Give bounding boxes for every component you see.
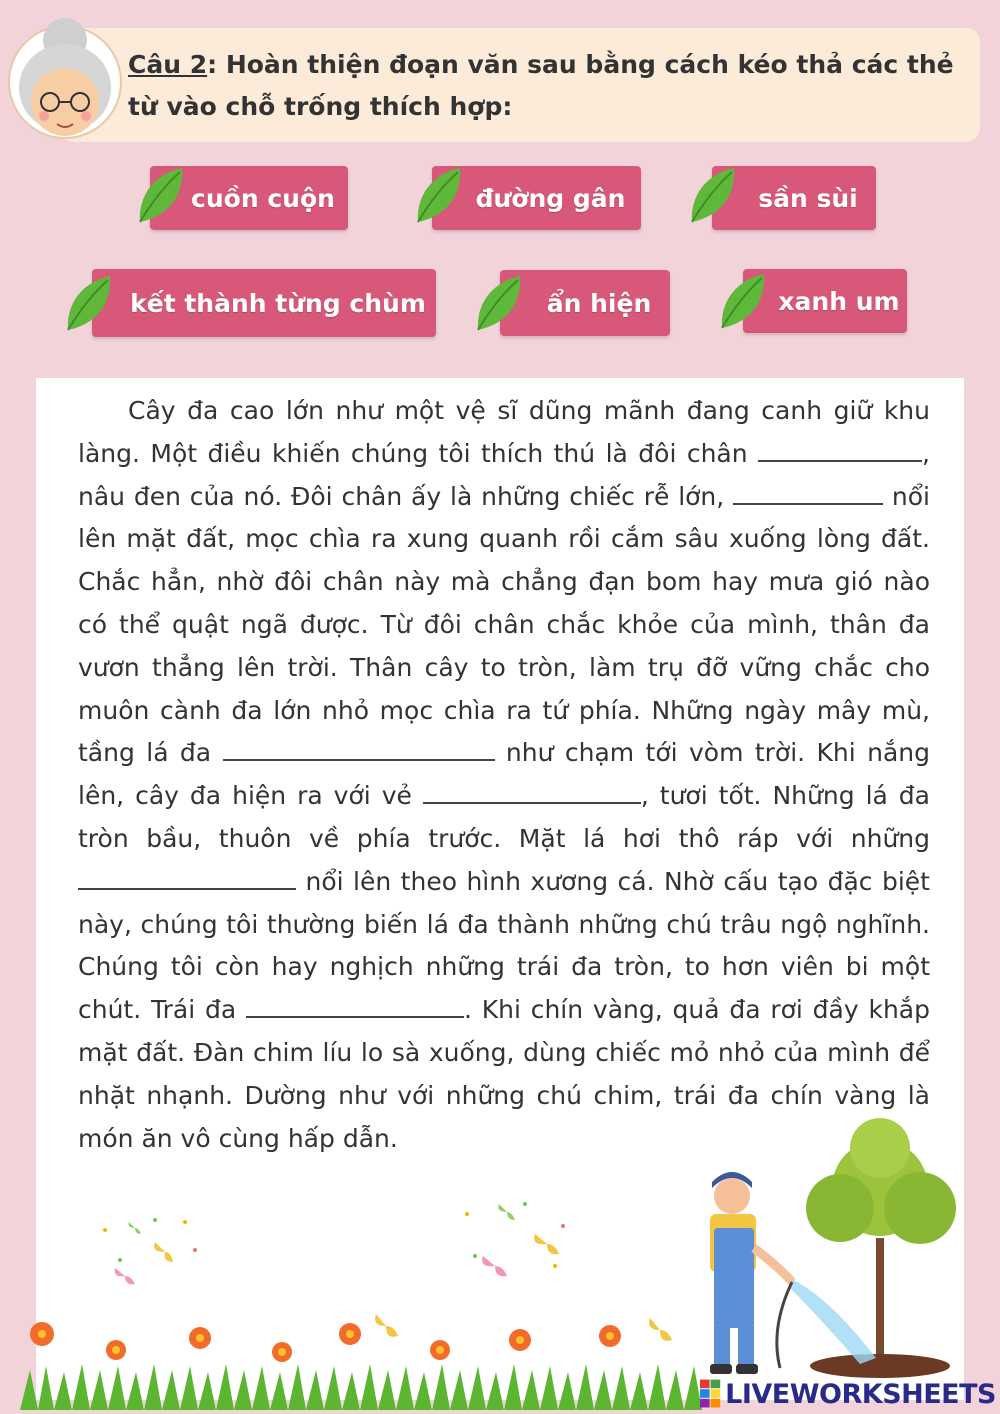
word-card-label: kết thành từng chùm	[130, 288, 426, 318]
leaf-icon	[686, 166, 736, 226]
passage-text	[78, 390, 930, 1160]
watermark-text: LIVEWORKSHEETS	[725, 1378, 996, 1410]
leaf-icon	[134, 166, 184, 226]
word-card-duong-gan[interactable]	[432, 166, 641, 230]
liveworksheets-logo-icon	[700, 1379, 721, 1409]
passage-seg: , nâu đen của nó. Đôi chân ấy là những chiếc rễ lớn,	[78, 438, 930, 511]
liveworksheets-watermark	[700, 1376, 996, 1412]
passage-seg: nổi lên theo hình xương cá. Nhờ cấu tạo đặc biệt này, chúng tôi thường biến lá đa thành những chú trâu ngộ nghĩnh. Chúng tôi còn hay nghịch những trái đa tròn, to hơn viên bi một chút. Trái đa	[78, 866, 930, 1025]
grandma-avatar	[0, 10, 130, 140]
butterflies-middle-decoration	[455, 1196, 575, 1286]
passage-seg: , tươi tốt. Những lá đa tròn bầu, thuôn về phía trước. Mặt lá hơi thô ráp với những	[78, 781, 930, 853]
leaf-icon	[472, 274, 522, 334]
word-card-label: sần sùi	[758, 183, 858, 213]
passage-seg: . Khi chín vàng, quả đa rơi đầy khắp mặt đất. Đàn chim líu lo sà xuống, dùng chiếc mỏ nhỏ của mình để nhặt nhạnh. Dường như với những chú chim, trái đa chín vàng là món ăn vô cùng hấp dẫn.	[78, 995, 930, 1153]
drop-blank-6[interactable]	[246, 990, 464, 1018]
drop-blank-4[interactable]	[423, 776, 641, 804]
word-card-label: đường gân	[475, 183, 626, 213]
word-card-label: ẩn hiện	[546, 288, 652, 318]
drop-blank-1[interactable]	[758, 434, 922, 462]
butterflies-left-decoration	[95, 1210, 215, 1290]
leaf-icon	[716, 272, 766, 332]
question-text	[128, 44, 978, 128]
flower-grass-border-decoration	[20, 1300, 720, 1410]
drop-blank-2[interactable]	[733, 477, 883, 505]
word-card-label: xanh um	[778, 286, 900, 316]
drop-blank-5[interactable]	[78, 862, 296, 890]
leaf-icon	[412, 166, 462, 226]
word-card-an-hien[interactable]	[500, 270, 670, 336]
word-card-san-sui[interactable]	[712, 166, 876, 230]
passage-seg: như chạm tới vòm trời. Khi nắng lên, cây đa hiện ra với vẻ	[78, 738, 930, 811]
gardener-watering-tree-illustration	[680, 1118, 970, 1380]
word-card-label: cuồn cuộn	[191, 183, 335, 213]
word-card-xanh-um[interactable]	[743, 269, 907, 333]
question-number: Câu 2	[128, 50, 208, 79]
passage-seg: Cây đa cao lớn như một vệ sĩ dũng mãnh đang canh giữ khu làng. Một điều khiến chúng tôi thích thú là đôi chân	[78, 396, 930, 468]
question-instruction: : Hoàn thiện đoạn văn sau bằng cách kéo thả các thẻ từ vào chỗ trống thích hợp:	[128, 50, 954, 121]
word-card-ket-thanh-tung-chum[interactable]	[92, 269, 436, 337]
passage-seg: nổi lên mặt đất, mọc chìa ra xung quanh rồi cắm sâu xuống lòng đất. Chắc hẳn, nhờ đôi chân này mà chẳng đạn bom hay mưa gió nào có thể quật ngã được. Từ đôi chân chắc khỏe của mình, thân đa vươn thẳng lên trời. Thân cây to tròn, làm trụ đỡ vững chắc cho muôn cành đa lớn nhỏ mọc chìa ra tứ phía. Những ngày mây mù, tầng lá đa	[78, 481, 930, 768]
leaf-icon	[62, 274, 112, 334]
drop-blank-3[interactable]	[223, 733, 495, 761]
